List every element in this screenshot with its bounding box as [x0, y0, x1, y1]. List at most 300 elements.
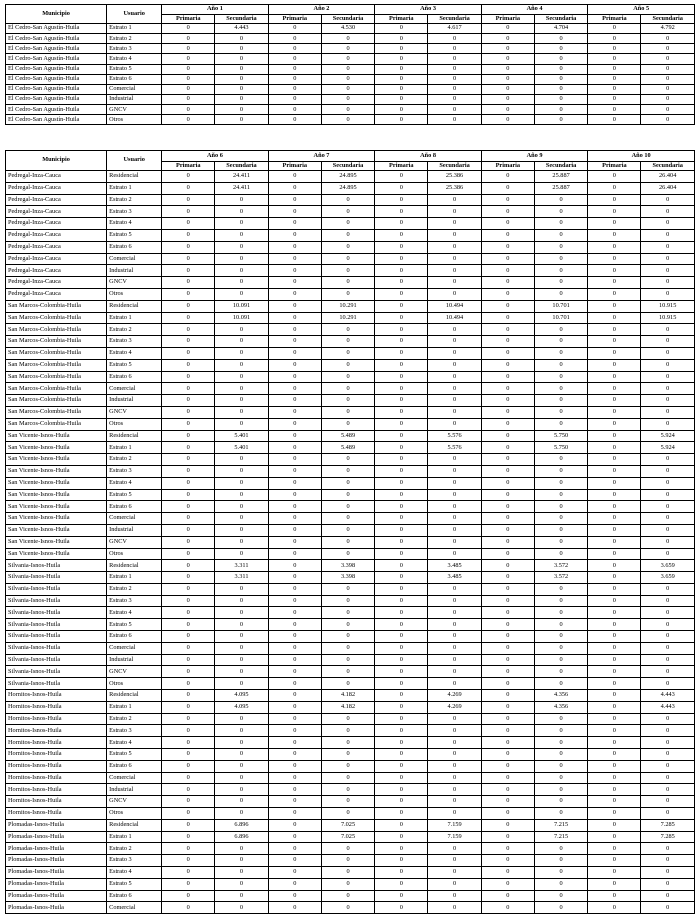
- secundaria-value: 24.895: [321, 182, 374, 194]
- secundaria-value: 5.576: [428, 430, 481, 442]
- usuario-cell: Estrato 5: [107, 489, 162, 501]
- header-secundaria: Secundaria: [641, 162, 695, 171]
- table-row: [6, 760, 695, 772]
- municipio-cell: Pedregal-Inza-Cauca: [6, 206, 107, 218]
- secundaria-value: 0: [215, 34, 268, 44]
- secundaria-value: 0: [321, 84, 374, 94]
- primaria-value: 0: [268, 229, 321, 241]
- secundaria-value: 0: [534, 371, 587, 383]
- usuario-cell: Estrato 3: [107, 595, 162, 607]
- primaria-value: 0: [162, 277, 215, 289]
- municipio-cell: Silvania-Isnos-Huila: [6, 619, 107, 631]
- primaria-value: 0: [162, 288, 215, 300]
- primaria-value: 0: [481, 701, 534, 713]
- secundaria-value: 0: [215, 713, 268, 725]
- table-row: [6, 819, 695, 831]
- usuario-cell: Estrato 2: [107, 194, 162, 206]
- primaria-value: 0: [375, 796, 428, 808]
- secundaria-value: 0: [321, 288, 374, 300]
- table-row: [6, 206, 695, 218]
- municipio-cell: Hornitos-Isnos-Huila: [6, 784, 107, 796]
- primaria-value: 0: [268, 572, 321, 584]
- primaria-value: 0: [162, 725, 215, 737]
- secundaria-value: 0: [215, 371, 268, 383]
- secundaria-value: 0: [428, 418, 481, 430]
- secundaria-value: 0: [321, 64, 374, 74]
- primaria-value: 0: [375, 678, 428, 690]
- primaria-value: 0: [481, 666, 534, 678]
- secundaria-value: 0: [215, 536, 268, 548]
- secundaria-value: 0: [641, 477, 695, 489]
- primaria-value: 0: [481, 64, 534, 74]
- secundaria-value: 0: [534, 607, 587, 619]
- usuario-cell: Estrato 4: [107, 737, 162, 749]
- primaria-value: 0: [481, 442, 534, 454]
- secundaria-value: 0: [215, 94, 268, 104]
- secundaria-value: 0: [641, 253, 695, 265]
- secundaria-value: 0: [641, 642, 695, 654]
- primaria-value: 0: [375, 489, 428, 501]
- secundaria-value: 0: [641, 725, 695, 737]
- primaria-value: 0: [588, 347, 641, 359]
- primaria-value: 0: [481, 34, 534, 44]
- primaria-value: 0: [375, 54, 428, 64]
- secundaria-value: 0: [534, 796, 587, 808]
- primaria-value: 0: [481, 737, 534, 749]
- primaria-value: 0: [481, 454, 534, 466]
- primaria-value: 0: [375, 229, 428, 241]
- table-row: [6, 843, 695, 855]
- primaria-value: 0: [162, 666, 215, 678]
- primaria-value: 0: [481, 218, 534, 230]
- primaria-value: 0: [588, 524, 641, 536]
- secundaria-value: 0: [534, 548, 587, 560]
- secundaria-value: 0: [215, 843, 268, 855]
- primaria-value: 0: [588, 501, 641, 513]
- primaria-value: 0: [162, 115, 215, 125]
- secundaria-value: 0: [534, 760, 587, 772]
- secundaria-value: 0: [428, 666, 481, 678]
- municipio-cell: Pedregal-Inza-Cauca: [6, 277, 107, 289]
- secundaria-value: 10.915: [641, 300, 695, 312]
- municipio-cell: Plomadas-Isnos-Huila: [6, 855, 107, 867]
- usuario-cell: Estrato 1: [107, 24, 162, 34]
- primaria-value: 0: [481, 489, 534, 501]
- primaria-value: 0: [588, 548, 641, 560]
- primaria-value: 0: [481, 583, 534, 595]
- municipio-cell: San Marcos-Colombia-Huila: [6, 312, 107, 324]
- table-row: [6, 94, 695, 104]
- secundaria-value: 0: [321, 44, 374, 54]
- header-primaria: Primaria: [268, 162, 321, 171]
- secundaria-value: 0: [534, 583, 587, 595]
- secundaria-value: 0: [215, 288, 268, 300]
- secundaria-value: 0: [215, 619, 268, 631]
- primaria-value: 0: [162, 477, 215, 489]
- primaria-value: 0: [162, 34, 215, 44]
- secundaria-value: 7.285: [641, 831, 695, 843]
- primaria-value: 0: [588, 300, 641, 312]
- usuario-cell: Comercial: [107, 772, 162, 784]
- usuario-cell: Estrato 6: [107, 760, 162, 772]
- secundaria-value: 0: [321, 229, 374, 241]
- secundaria-value: 0: [321, 395, 374, 407]
- secundaria-value: 0: [215, 74, 268, 84]
- secundaria-value: 0: [321, 241, 374, 253]
- municipio-cell: San Vicente-Isnos-Huila: [6, 430, 107, 442]
- secundaria-value: 0: [428, 64, 481, 74]
- secundaria-value: 0: [428, 371, 481, 383]
- usuario-cell: Residencial: [107, 430, 162, 442]
- primaria-value: 0: [162, 513, 215, 525]
- header-secundaria: Secundaria: [428, 15, 481, 24]
- primaria-value: 0: [588, 34, 641, 44]
- municipio-cell: El Cedro-San Agustín-Huila: [6, 115, 107, 125]
- usuario-cell: Estrato 5: [107, 64, 162, 74]
- primaria-value: 0: [162, 772, 215, 784]
- secundaria-value: 0: [428, 94, 481, 104]
- secundaria-value: 7.215: [534, 831, 587, 843]
- secundaria-value: 0: [215, 583, 268, 595]
- primaria-value: 0: [481, 24, 534, 34]
- table-row: [6, 501, 695, 513]
- secundaria-value: 0: [534, 253, 587, 265]
- primaria-value: 0: [268, 878, 321, 890]
- secundaria-value: 7.159: [428, 831, 481, 843]
- secundaria-value: 0: [534, 194, 587, 206]
- primaria-value: 0: [162, 347, 215, 359]
- header-usuario: Usuario: [107, 5, 162, 24]
- table-row: [6, 406, 695, 418]
- municipio-cell: Plomadas-Isnos-Huila: [6, 831, 107, 843]
- primaria-value: 0: [268, 371, 321, 383]
- secundaria-value: 0: [215, 631, 268, 643]
- table-row: [6, 24, 695, 34]
- municipio-cell: El Cedro-San Agustín-Huila: [6, 94, 107, 104]
- table-row: [6, 229, 695, 241]
- header-year: Año 6: [162, 151, 269, 162]
- secundaria-value: 7.215: [534, 819, 587, 831]
- primaria-value: 0: [162, 619, 215, 631]
- primaria-value: 0: [268, 678, 321, 690]
- municipio-cell: San Marcos-Colombia-Huila: [6, 418, 107, 430]
- primaria-value: 0: [268, 690, 321, 702]
- primaria-value: 0: [481, 690, 534, 702]
- secundaria-value: 0: [428, 631, 481, 643]
- secundaria-value: 0: [428, 454, 481, 466]
- demand-table-years-6-10: [5, 150, 695, 914]
- header-year: Año 5: [588, 5, 695, 15]
- secundaria-value: 5.924: [641, 430, 695, 442]
- primaria-value: 0: [481, 501, 534, 513]
- table-row: [6, 631, 695, 643]
- secundaria-value: 0: [321, 548, 374, 560]
- secundaria-value: 0: [215, 336, 268, 348]
- usuario-cell: Otros: [107, 548, 162, 560]
- table-row: [6, 536, 695, 548]
- secundaria-value: 0: [428, 206, 481, 218]
- secundaria-value: 10.091: [215, 300, 268, 312]
- usuario-cell: Estrato 6: [107, 74, 162, 84]
- primaria-value: 0: [268, 359, 321, 371]
- header-primaria: Primaria: [268, 15, 321, 24]
- table-row: [6, 265, 695, 277]
- table-row: [6, 442, 695, 454]
- secundaria-value: 0: [534, 666, 587, 678]
- primaria-value: 0: [162, 312, 215, 324]
- primaria-value: 0: [268, 725, 321, 737]
- secundaria-value: 0: [641, 713, 695, 725]
- primaria-value: 0: [481, 383, 534, 395]
- secundaria-value: 0: [321, 324, 374, 336]
- secundaria-value: 0: [641, 94, 695, 104]
- table-row: [6, 595, 695, 607]
- secundaria-value: 0: [321, 105, 374, 115]
- primaria-value: 0: [481, 642, 534, 654]
- secundaria-value: 0: [321, 115, 374, 125]
- header-usuario: Usuario: [107, 151, 162, 171]
- secundaria-value: 0: [641, 843, 695, 855]
- usuario-cell: Estrato 1: [107, 572, 162, 584]
- primaria-value: 0: [588, 902, 641, 914]
- secundaria-value: 0: [534, 454, 587, 466]
- secundaria-value: 0: [641, 84, 695, 94]
- secundaria-value: 0: [321, 206, 374, 218]
- usuario-cell: Otros: [107, 288, 162, 300]
- primaria-value: 0: [162, 701, 215, 713]
- usuario-cell: Estrato 3: [107, 206, 162, 218]
- secundaria-value: 0: [428, 115, 481, 125]
- primaria-value: 0: [588, 24, 641, 34]
- secundaria-value: 0: [534, 855, 587, 867]
- primaria-value: 0: [375, 359, 428, 371]
- usuario-cell: Estrato 3: [107, 465, 162, 477]
- secundaria-value: 25.887: [534, 182, 587, 194]
- secundaria-value: 0: [215, 194, 268, 206]
- primaria-value: 0: [375, 430, 428, 442]
- secundaria-value: 0: [641, 583, 695, 595]
- municipio-cell: Plomadas-Isnos-Huila: [6, 878, 107, 890]
- table-row: [6, 878, 695, 890]
- primaria-value: 0: [162, 218, 215, 230]
- primaria-value: 0: [268, 288, 321, 300]
- primaria-value: 0: [375, 442, 428, 454]
- secundaria-value: 0: [428, 902, 481, 914]
- primaria-value: 0: [375, 347, 428, 359]
- secundaria-value: 0: [641, 760, 695, 772]
- primaria-value: 0: [481, 607, 534, 619]
- demand-table-years-1-5: [5, 4, 695, 125]
- primaria-value: 0: [268, 430, 321, 442]
- municipio-cell: Silvania-Isnos-Huila: [6, 607, 107, 619]
- primaria-value: 0: [375, 383, 428, 395]
- secundaria-value: 0: [321, 619, 374, 631]
- table-row: [6, 678, 695, 690]
- secundaria-value: 0: [321, 336, 374, 348]
- usuario-cell: Otros: [107, 678, 162, 690]
- primaria-value: 0: [268, 64, 321, 74]
- usuario-cell: Estrato 3: [107, 725, 162, 737]
- primaria-value: 0: [481, 324, 534, 336]
- secundaria-value: 0: [215, 642, 268, 654]
- secundaria-value: 0: [428, 843, 481, 855]
- usuario-cell: Estrato 1: [107, 701, 162, 713]
- secundaria-value: 0: [534, 406, 587, 418]
- primaria-value: 0: [268, 477, 321, 489]
- secundaria-value: 4.530: [321, 24, 374, 34]
- primaria-value: 0: [268, 701, 321, 713]
- primaria-value: 0: [162, 182, 215, 194]
- primaria-value: 0: [481, 749, 534, 761]
- secundaria-value: 4.356: [534, 690, 587, 702]
- header-year: Año 9: [481, 151, 588, 162]
- secundaria-value: 7.285: [641, 819, 695, 831]
- secundaria-value: 0: [428, 548, 481, 560]
- primaria-value: 0: [162, 843, 215, 855]
- secundaria-value: 0: [321, 253, 374, 265]
- secundaria-value: 0: [321, 902, 374, 914]
- primaria-value: 0: [588, 678, 641, 690]
- municipio-cell: Pedregal-Inza-Cauca: [6, 218, 107, 230]
- usuario-cell: Estrato 4: [107, 54, 162, 64]
- primaria-value: 0: [375, 690, 428, 702]
- secundaria-value: 0: [534, 347, 587, 359]
- table-row: [6, 713, 695, 725]
- municipio-cell: Silvania-Isnos-Huila: [6, 654, 107, 666]
- municipio-cell: San Marcos-Colombia-Huila: [6, 300, 107, 312]
- secundaria-value: 0: [641, 395, 695, 407]
- secundaria-value: 0: [428, 760, 481, 772]
- primaria-value: 0: [588, 784, 641, 796]
- primaria-value: 0: [268, 347, 321, 359]
- table-row: [6, 336, 695, 348]
- primaria-value: 0: [588, 406, 641, 418]
- usuario-cell: Otros: [107, 418, 162, 430]
- primaria-value: 0: [481, 808, 534, 820]
- primaria-value: 0: [268, 760, 321, 772]
- primaria-value: 0: [162, 808, 215, 820]
- primaria-value: 0: [481, 182, 534, 194]
- table-row: [6, 312, 695, 324]
- municipio-cell: San Vicente-Isnos-Huila: [6, 477, 107, 489]
- primaria-value: 0: [375, 24, 428, 34]
- secundaria-value: 0: [321, 583, 374, 595]
- secundaria-value: 0: [428, 74, 481, 84]
- primaria-value: 0: [481, 560, 534, 572]
- header-year: Año 10: [588, 151, 695, 162]
- table-row: [6, 288, 695, 300]
- header-secundaria: Secundaria: [215, 162, 268, 171]
- primaria-value: 0: [268, 749, 321, 761]
- primaria-value: 0: [588, 619, 641, 631]
- secundaria-value: 0: [428, 867, 481, 879]
- secundaria-value: 10.494: [428, 300, 481, 312]
- primaria-value: 0: [268, 300, 321, 312]
- municipio-cell: San Marcos-Colombia-Huila: [6, 336, 107, 348]
- primaria-value: 0: [588, 595, 641, 607]
- primaria-value: 0: [268, 241, 321, 253]
- table-row: [6, 548, 695, 560]
- secundaria-value: 0: [641, 359, 695, 371]
- primaria-value: 0: [162, 74, 215, 84]
- primaria-value: 0: [481, 418, 534, 430]
- secundaria-value: 7.025: [321, 831, 374, 843]
- primaria-value: 0: [588, 843, 641, 855]
- municipio-cell: El Cedro-San Agustín-Huila: [6, 54, 107, 64]
- secundaria-value: 0: [428, 44, 481, 54]
- secundaria-value: 0: [428, 359, 481, 371]
- secundaria-value: 3.659: [641, 560, 695, 572]
- primaria-value: 0: [375, 831, 428, 843]
- primaria-value: 0: [481, 94, 534, 104]
- secundaria-value: 0: [321, 784, 374, 796]
- primaria-value: 0: [268, 218, 321, 230]
- secundaria-value: 0: [641, 64, 695, 74]
- secundaria-value: 0: [641, 808, 695, 820]
- usuario-cell: Estrato 2: [107, 454, 162, 466]
- usuario-cell: Estrato 2: [107, 713, 162, 725]
- secundaria-value: 0: [428, 105, 481, 115]
- usuario-cell: Estrato 4: [107, 867, 162, 879]
- secundaria-value: 0: [428, 713, 481, 725]
- primaria-value: 0: [375, 84, 428, 94]
- municipio-cell: San Vicente-Isnos-Huila: [6, 465, 107, 477]
- primaria-value: 0: [375, 34, 428, 44]
- secundaria-value: 0: [321, 218, 374, 230]
- primaria-value: 0: [268, 194, 321, 206]
- primaria-value: 0: [375, 465, 428, 477]
- secundaria-value: 0: [641, 324, 695, 336]
- secundaria-value: 0: [215, 489, 268, 501]
- secundaria-value: 0: [215, 206, 268, 218]
- secundaria-value: 0: [321, 654, 374, 666]
- primaria-value: 0: [268, 607, 321, 619]
- secundaria-value: 0: [641, 336, 695, 348]
- primaria-value: 0: [481, 44, 534, 54]
- primaria-value: 0: [481, 619, 534, 631]
- primaria-value: 0: [268, 902, 321, 914]
- table-row: [6, 855, 695, 867]
- table-row: [6, 64, 695, 74]
- secundaria-value: 0: [534, 241, 587, 253]
- primaria-value: 0: [375, 749, 428, 761]
- primaria-value: 0: [588, 359, 641, 371]
- municipio-cell: Pedregal-Inza-Cauca: [6, 194, 107, 206]
- secundaria-value: 5.576: [428, 442, 481, 454]
- primaria-value: 0: [588, 631, 641, 643]
- usuario-cell: Estrato 5: [107, 229, 162, 241]
- primaria-value: 0: [268, 796, 321, 808]
- primaria-value: 0: [481, 631, 534, 643]
- table-row: [6, 84, 695, 94]
- secundaria-value: 0: [215, 454, 268, 466]
- usuario-cell: GNCV: [107, 406, 162, 418]
- secundaria-value: 0: [641, 241, 695, 253]
- secundaria-value: 0: [321, 749, 374, 761]
- secundaria-value: 0: [321, 772, 374, 784]
- header-primaria: Primaria: [481, 15, 534, 24]
- secundaria-value: 25.386: [428, 171, 481, 183]
- table-row: [6, 194, 695, 206]
- primaria-value: 0: [268, 583, 321, 595]
- secundaria-value: 0: [641, 44, 695, 54]
- secundaria-value: 0: [534, 359, 587, 371]
- secundaria-value: 0: [428, 465, 481, 477]
- primaria-value: 0: [268, 595, 321, 607]
- secundaria-value: 0: [534, 713, 587, 725]
- secundaria-value: 0: [321, 796, 374, 808]
- secundaria-value: 0: [428, 619, 481, 631]
